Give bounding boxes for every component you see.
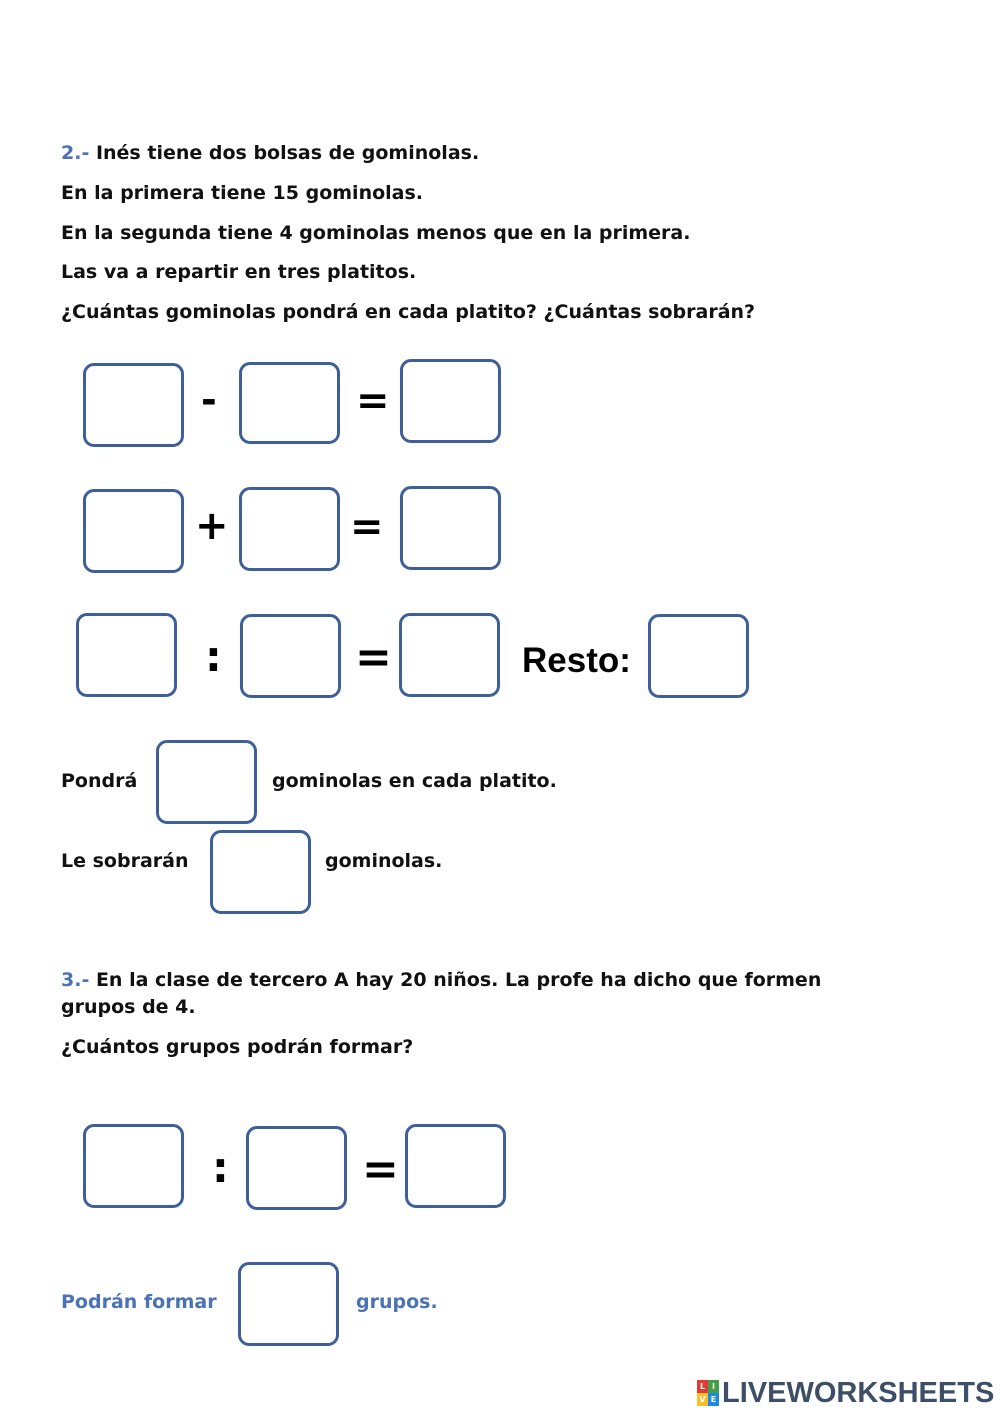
eq3-divisor-box[interactable] — [240, 614, 341, 698]
icon-letter-e: E — [708, 1393, 719, 1406]
p3-answer-prefix: Podrán formar — [61, 1291, 217, 1313]
problem3-line2: ¿Cuántos grupos podrán formar? — [61, 1036, 414, 1058]
minus-sign: - — [201, 378, 217, 422]
answer1-box[interactable] — [156, 740, 257, 824]
eq1-result-box[interactable] — [400, 359, 501, 443]
answer2-prefix: Le sobrarán — [61, 850, 189, 872]
problem3-text1: En la clase de tercero A hay 20 niños. La profe ha dicho que formen — [95, 969, 822, 991]
answer2-suffix: gominolas. — [325, 850, 443, 872]
p3-result-box[interactable] — [405, 1124, 506, 1208]
problem2-line2: En la primera tiene 15 gominolas. — [61, 182, 424, 204]
problem2-line4: Las va a repartir en tres platitos. — [61, 261, 417, 283]
icon-letter-v: V — [697, 1393, 708, 1406]
resto-label: Resto: — [522, 641, 631, 680]
liveworksheets-logo — [697, 1376, 994, 1410]
eq3-equals-sign: = — [355, 632, 392, 683]
icon-letter-i: I — [708, 1380, 719, 1393]
problem2-number: 2.- — [61, 142, 90, 164]
eq1-operand1-box[interactable] — [83, 363, 184, 447]
answer1-prefix: Pondrá — [61, 770, 138, 792]
eq3-dividend-box[interactable] — [76, 613, 177, 697]
eq3-remainder-box[interactable] — [648, 614, 749, 698]
problem3-number: 3.- — [61, 969, 90, 991]
p3-answer-box[interactable] — [238, 1262, 339, 1346]
eq2-operand2-box[interactable] — [239, 487, 340, 571]
problem2-line3: En la segunda tiene 4 gominolas menos que en la primera. — [61, 222, 691, 244]
division-sign: : — [205, 632, 222, 681]
eq2-operand1-box[interactable] — [83, 489, 184, 573]
eq1-equals-sign: = — [356, 378, 390, 424]
eq2-equals-sign: = — [350, 504, 384, 550]
problem3-line1b: grupos de 4. — [61, 996, 196, 1018]
problem2-line5: ¿Cuántas gominolas pondrá en cada platito? ¿Cuántas sobrarán? — [61, 301, 756, 323]
p3-answer-suffix: grupos. — [356, 1291, 438, 1313]
plus-sign: + — [195, 503, 229, 549]
eq1-operand2-box[interactable] — [239, 362, 340, 444]
p3-equals-sign: = — [362, 1144, 399, 1195]
problem2-line1 — [61, 142, 479, 164]
brand-name: LIVEWORKSHEETS — [722, 1376, 995, 1409]
p3-dividend-box[interactable] — [83, 1124, 184, 1208]
p3-divisor-box[interactable] — [246, 1126, 347, 1210]
answer1-suffix: gominolas en cada platito. — [272, 770, 557, 792]
p3-division-sign: : — [212, 1143, 229, 1192]
icon-letter-l: L — [697, 1380, 708, 1393]
problem3-line1 — [61, 969, 821, 991]
eq2-result-box[interactable] — [400, 486, 501, 570]
eq3-quotient-box[interactable] — [399, 613, 500, 697]
liveworksheets-icon — [697, 1380, 719, 1406]
answer2-box[interactable] — [210, 830, 311, 914]
problem2-text1: Inés tiene dos bolsas de gominolas. — [95, 142, 480, 164]
